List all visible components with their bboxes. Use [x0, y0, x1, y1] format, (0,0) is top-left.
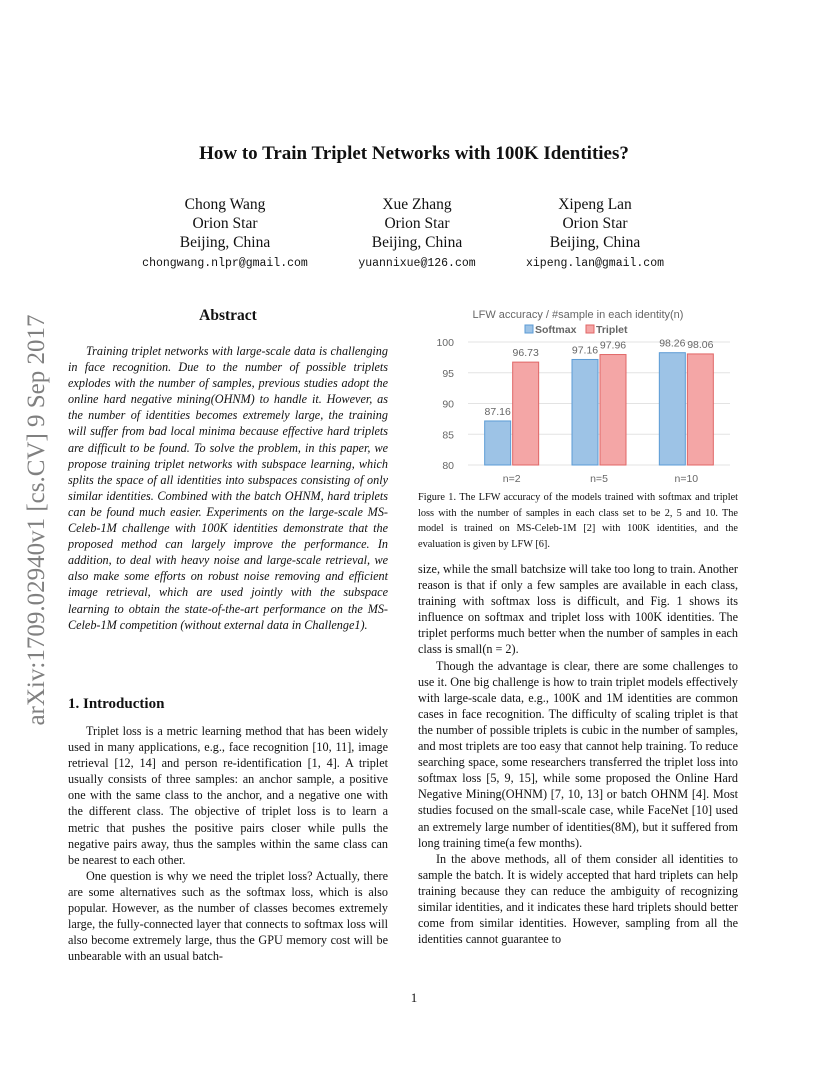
x-tick-label: n=2 — [502, 473, 521, 485]
right-column-body — [418, 561, 738, 947]
author-email[interactable]: yuannixue@126.com — [358, 257, 476, 270]
author-1 — [125, 195, 325, 273]
data-label: 87.16 — [484, 405, 511, 418]
bar-triplet — [600, 355, 626, 465]
paragraph: In the above methods, all of them consider all identities to sample the batch. It is widely accepted that hard triplets can help training because they can reduce the ambiguity of recognizing similar identities, and it indicates these hard triplets should better come from similar identities. However, sampling from all the identities cannot guarantee to — [418, 851, 738, 947]
legend-label-triplet: Triplet — [596, 324, 628, 336]
x-tick-label: n=10 — [674, 473, 699, 485]
bar-triplet — [513, 362, 539, 465]
author-org: Orion Star — [384, 215, 450, 232]
legend-label-softmax: Softmax — [535, 324, 577, 336]
arxiv-id: arXiv:1709.02940v1 [cs.CV] 9 Sep 2017 — [23, 314, 50, 726]
author-email[interactable]: xipeng.lan@gmail.com — [525, 257, 665, 270]
x-tick-label: n=5 — [590, 473, 608, 485]
paragraph: Triplet loss is a metric learning method that has been widely used in many applications, e.g., face recognition [10, 11], image retrieval [12, 14] and person re-identification [1, 4]. A triplet usually consists of three samples: an anchor sample, a positive one with the same class to the anchor, and a negative one with the different class. The objective of triplet loss is to learn a metric that pushes the positive pairs closer while pulls the negative pairs away, thus the samples within the same class can be nearest to each other. — [68, 724, 388, 867]
y-tick-label: 80 — [442, 460, 454, 472]
paper-title: How to Train Triplet Networks with 100K Identities? — [199, 143, 629, 164]
figure-caption: Figure 1. The LFW accuracy of the models trained with softmax and triplet loss with the number of samples in each class set to be 2, 5 and 10. The model is trained on MS-Celeb-1M [2] with 100K identities, and the evaluation is given by LFW [6]. — [418, 492, 738, 550]
paragraph: One question is why we need the triplet loss? Actually, there are some alternatives such as the softmax loss, which is also popular. However, as the number of classes becomes extremely large, the fully-connected layer that connects to softmax loss will also become extremely large, thus the GPU memory cost will be unbearable with an usual batch- — [68, 868, 388, 964]
author-location: Beijing, China — [179, 234, 271, 251]
author-name: Chong Wang — [184, 196, 266, 213]
y-tick-label: 95 — [442, 367, 454, 380]
legend-swatch-softmax — [525, 325, 533, 333]
lfw-accuracy-chart — [418, 300, 740, 490]
data-label: 98.26 — [659, 337, 686, 350]
author-org: Orion Star — [192, 215, 258, 232]
author-name: Xipeng Lan — [558, 196, 632, 213]
author-location: Beijing, China — [371, 234, 463, 251]
author-3 — [495, 195, 695, 273]
abstract-text: Training triplet networks with large-scale data is challenging in face recognition. Due to the number of possible triplets explodes with the number of samples, previous studies adopt the online hard negative mining(OHNM) to handle it. However, as the number of identities becomes extremely large, the training will suffer from bad local minima because effective hard triplets are difficult to be found. To solve the problem, in this paper, we propose training triplet networks with subspace learning, which splits the space of all identities into subspaces consisting of only similar identities. Combined with the batch OHNM, hard triplets can be found much easier. Experiments on the large-scale MS-Celeb-1M challenge with 100K identities demonstrate that the proposed method can largely improve the performance. In addition, to deal with heavy noise and large-scale retrieval, we also make some efforts on robust noise removing and efficient image retrieval, which are used jointly with the subspace learning to obtain the state-of-the-art performance on the MS-Celeb-1M competition (without external data in Challenge1). — [68, 344, 388, 632]
left-column-body — [68, 723, 388, 964]
bar-softmax — [659, 353, 685, 465]
bar-triplet — [687, 354, 713, 465]
author-org: Orion Star — [562, 215, 628, 232]
section-heading: 1. Introduction — [68, 696, 165, 712]
y-tick-label: 100 — [436, 337, 454, 349]
data-label: 96.73 — [512, 347, 539, 360]
chart-plot-area — [436, 337, 730, 485]
author-location: Beijing, China — [549, 234, 641, 251]
abstract-heading: Abstract — [199, 307, 257, 324]
chart-legend — [525, 324, 628, 336]
paragraph: Though the advantage is clear, there are some challenges to use it. One big challenge is how to train triplet models effectively with large-scale data, e.g., 100K and 1M identities are common cases in face recognition. The difficulty of scaling triplet is that the number of possible triplets is cubic in the number of samples, and most triplets are too easy that cannot help training. To reduce searching space, some researchers transferred the triplet loss into softmax loss [5, 9, 15], while some proposed the Online Hard Negative Mining(OHNM) [7, 10, 13] or batch OHNM [4]. Most studies focused on the small-scale case, while FaceNet [10] used an extremely large number of identities(8M), but it suffered from long training time(a few months). — [418, 658, 738, 850]
y-tick-label: 85 — [442, 429, 454, 442]
legend-swatch-triplet — [586, 325, 594, 333]
data-label: 97.96 — [599, 339, 627, 352]
author-email[interactable]: chongwang.nlpr@gmail.com — [142, 257, 308, 270]
bar-softmax — [485, 421, 511, 465]
data-label: 98.06 — [687, 338, 714, 351]
page-number: 1 — [410, 990, 418, 1005]
y-tick-label: 90 — [442, 398, 454, 411]
author-name: Xue Zhang — [382, 196, 452, 213]
data-label: 97.16 — [571, 344, 599, 357]
author-2 — [317, 195, 517, 273]
bar-softmax — [572, 359, 598, 465]
paragraph: size, while the small batchsize will take too long to train. Another reason is that if only a few samples are available in each class, training with softmax loss is difficult, and Fig. 1 shows its influence on softmax and triplet loss with 100K identities. The triplet performs much better when the number of samples in each class is small(n = 2). — [418, 562, 738, 657]
chart-title: LFW accuracy / #sample in each identity(n) — [472, 309, 684, 321]
